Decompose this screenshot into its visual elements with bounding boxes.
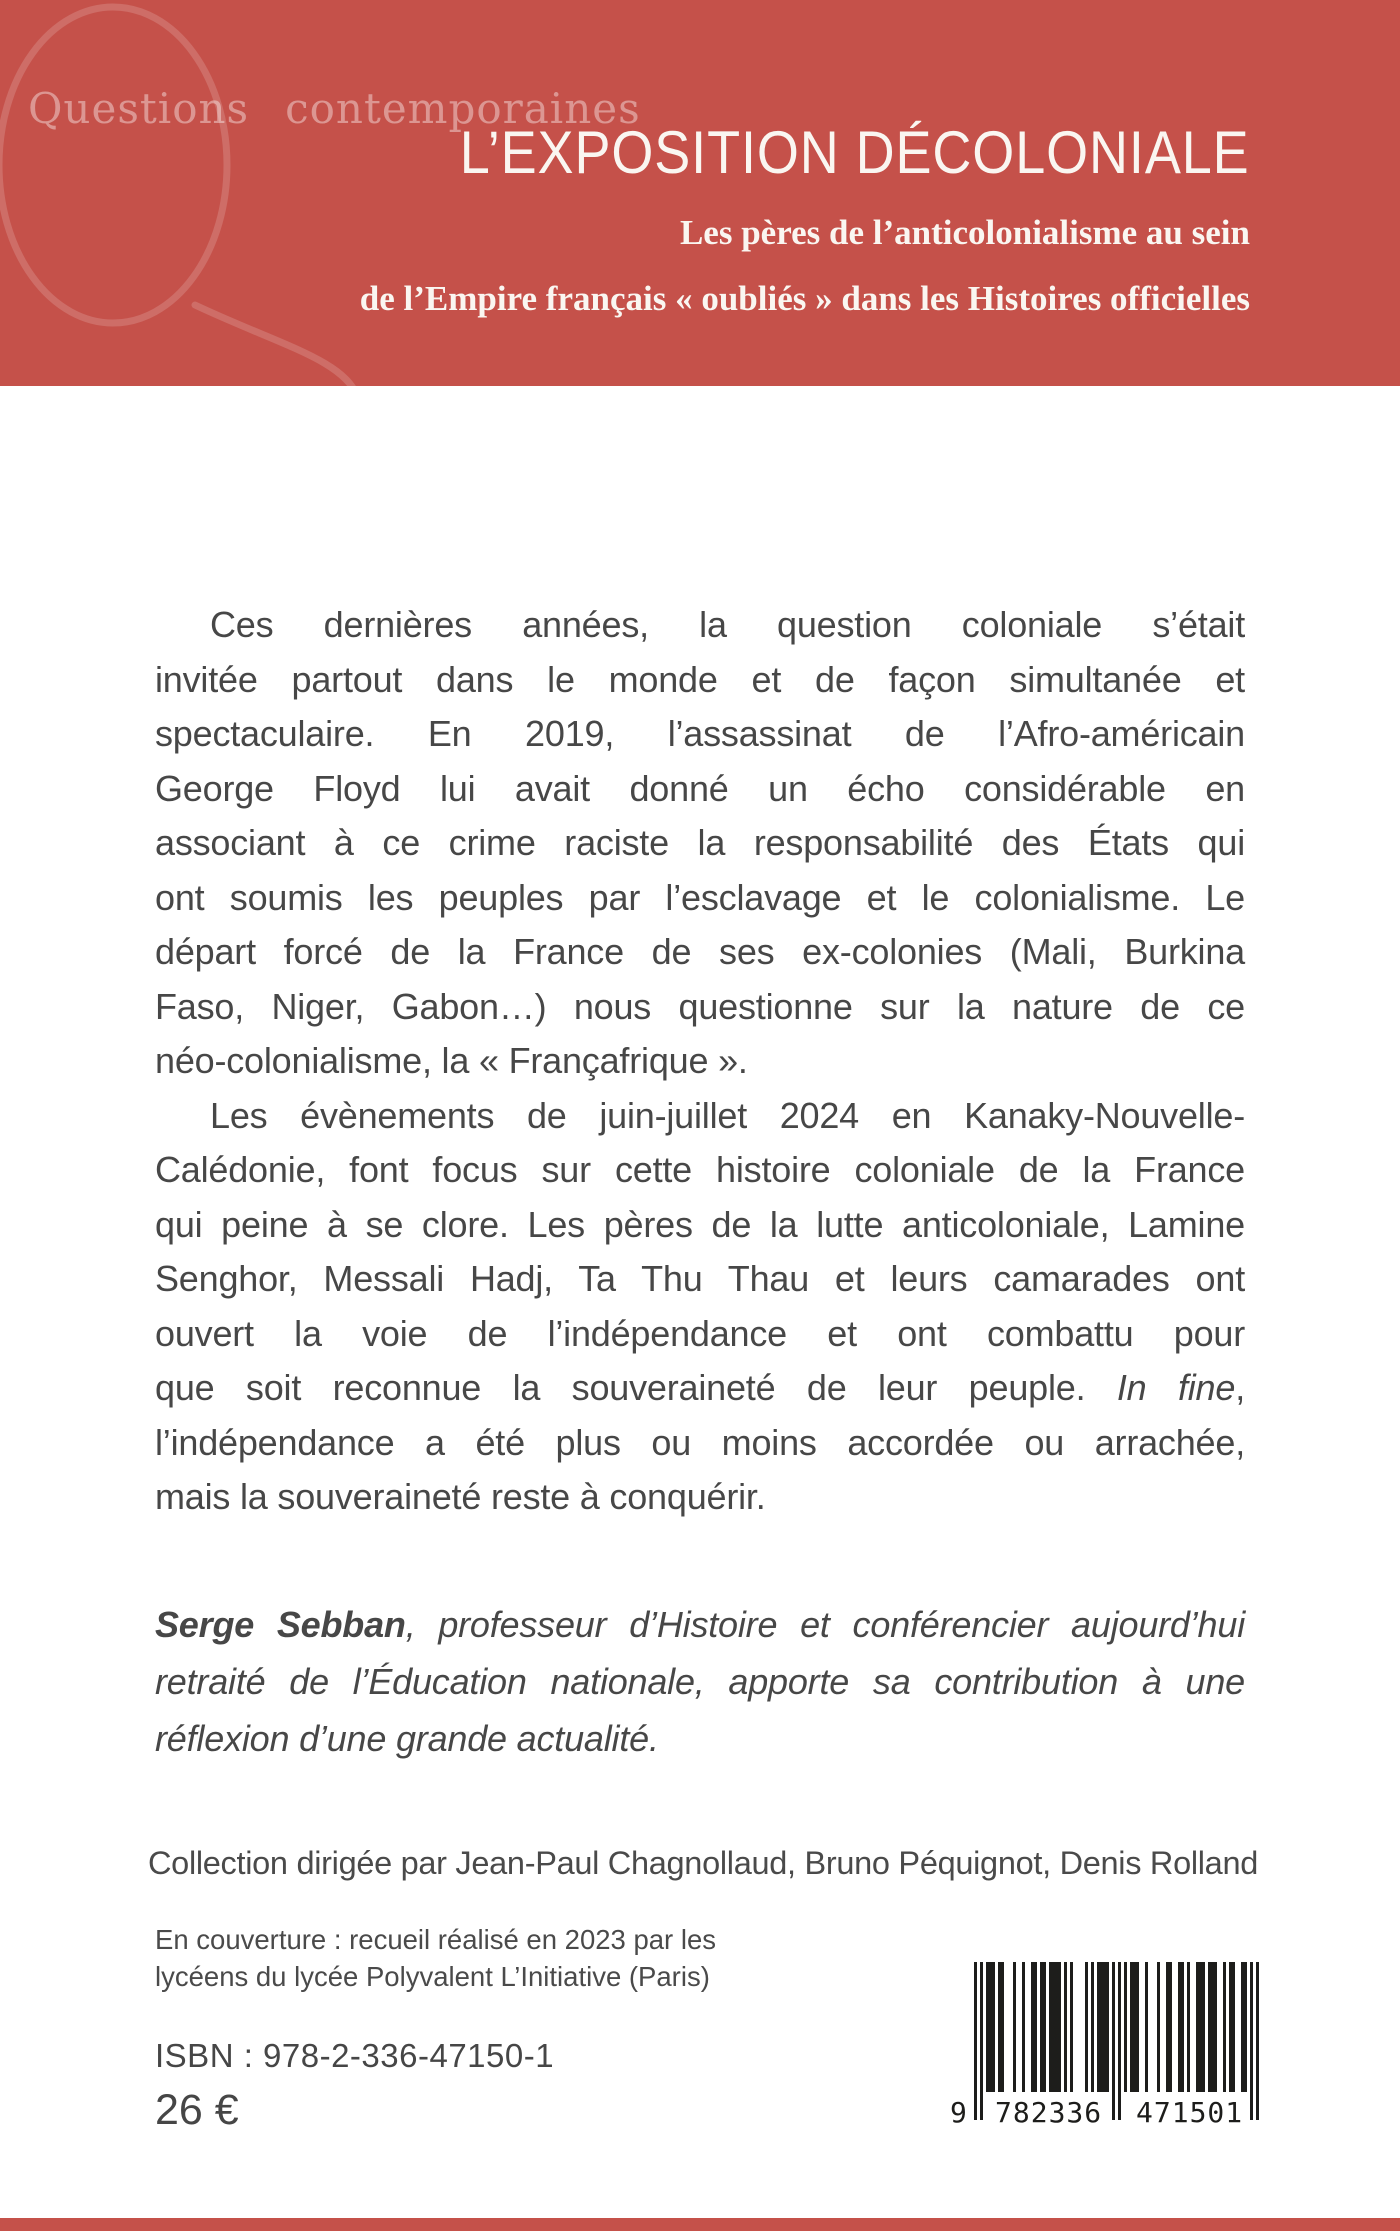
latin-phrase: In fine [1116,1367,1236,1408]
body-line: ouvert la voie de l’indépendance et ont combattu pour [155,1312,1245,1354]
book-subtitle [360,200,1250,332]
bio-line [155,1596,1245,1653]
price: 26 € [155,2086,239,2134]
ean-barcode [950,1962,1264,2132]
subtitle-line-1: Les pères de l’anticolonialisme au sein [679,213,1250,252]
cover-credit-line-1: En couverture : recueil réalisé en 2023 par les [155,1924,717,1955]
subtitle-line-2: de l’Empire français « oubliés » dans les Histoires officielles [359,279,1250,318]
author-name: Serge Sebban [155,1604,406,1645]
body-line-text: , [1235,1367,1246,1408]
barcode-digits-right: 471501 [1136,2096,1244,2129]
barcode-digits-left: 782336 [995,2096,1103,2129]
cover-credit [155,1921,716,1995]
body-line: l’indépendance a été plus ou moins accordée ou arrachée, [155,1421,1245,1463]
body-line: spectaculaire. En 2019, l’assassinat de l’Afro-américain [155,713,1245,754]
body-line [155,1361,1245,1416]
body-line: invitée partout dans le monde et de façon simultanée et [155,658,1245,700]
body-line: Les évènements de juin-juillet 2024 en Kanaky-Nouvelle- [210,1094,1245,1136]
body-line: Calédonie, font focus sur cette histoire coloniale de la France [155,1149,1245,1190]
header-band [0,0,1400,386]
body-line: départ forcé de la France de ses ex-colonies (Mali, Burkina [155,931,1245,972]
body-line: associant à ce crime raciste la responsabilité des États qui [155,822,1245,863]
collection-word-contemporaines: contemporaines [285,84,641,133]
bio-line: retraité de l’Éducation nationale, apporte sa contribution à une [155,1661,1245,1702]
book-title: L’EXPOSITION DÉCOLONIALE [460,119,1250,186]
collection-word-questions: Questions [28,84,250,133]
bottom-red-strip [0,2218,1400,2231]
bio-line: réflexion d’une grande actualité. [155,1718,659,1759]
body-line: Senghor, Messali Hadj, Ta Thu Thau et leurs camarades ont [155,1258,1245,1299]
body-line: néo-colonialisme, la « Françafrique ». [155,1040,748,1081]
collection-directors-line: Collection dirigée par Jean-Paul Chagnollaud, Bruno Péquignot, Denis Rolland [148,1845,1259,1881]
body-line: ont soumis les peuples par l’esclavage et le colonialisme. Le [155,876,1245,918]
blurb-text [155,598,1245,1525]
body-line: George Floyd lui avait donné un écho considérable en [155,767,1245,809]
body-line-text: que soit reconnue la souveraineté de leur peuple. [155,1367,1117,1408]
cover-credit-line-2: lycéens du lycée Polyvalent L’Initiative (Paris) [155,1961,710,1992]
body-line: qui peine à se clore. Les pères de la lutte anticoloniale, Lamine [155,1203,1245,1245]
bio-line-text: , professeur d’Histoire et conférencier aujourd’hui [405,1604,1245,1645]
body-line: mais la souveraineté reste à conquérir. [155,1476,766,1517]
author-bio [155,1596,1245,1767]
body-line: Faso, Niger, Gabon…) nous questionne sur la nature de ce [155,985,1245,1027]
isbn-number: ISBN : 978-2-336-47150-1 [155,2037,555,2074]
barcode-digit-first: 9 [950,2096,968,2129]
body-line: Ces dernières années, la question coloniale s’était [210,604,1245,645]
